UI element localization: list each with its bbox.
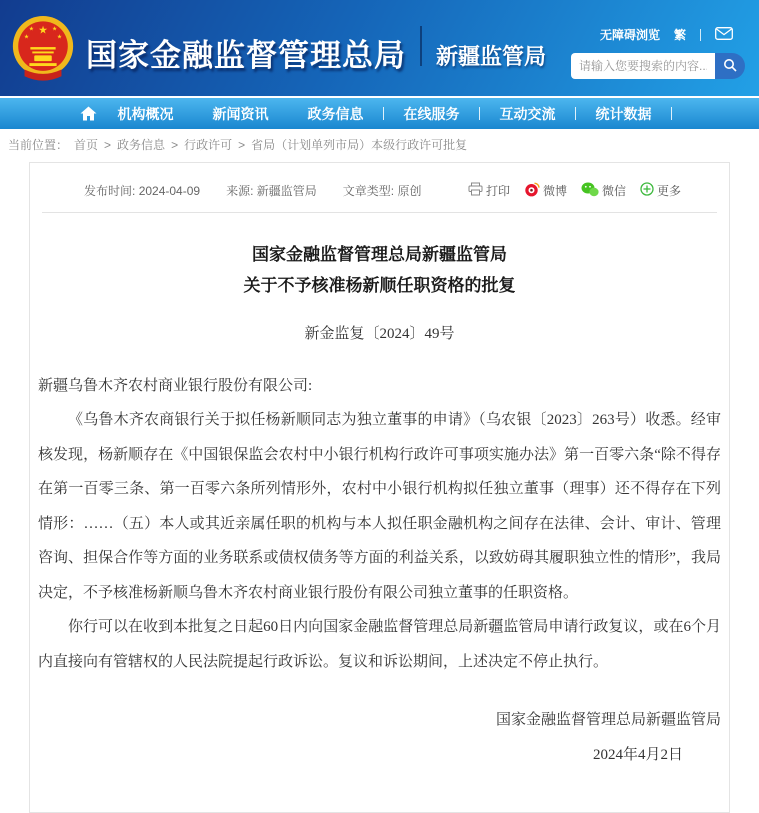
breadcrumb-gov-info[interactable]: 政务信息 xyxy=(117,138,166,152)
more-label: 更多 xyxy=(656,184,681,198)
plus-circle-icon xyxy=(640,182,654,199)
mail-icon[interactable] xyxy=(715,27,733,43)
article-paragraph: 新疆乌鲁木齐农村商业银行股份有限公司: xyxy=(38,377,313,394)
article-body xyxy=(38,369,721,680)
svg-text:★: ★ xyxy=(23,34,30,41)
utility-divider xyxy=(700,29,701,41)
article-meta xyxy=(84,182,421,199)
print-label: 打印 xyxy=(485,184,510,198)
article-meta-row xyxy=(84,181,681,200)
article-type xyxy=(343,182,422,199)
svg-text:★: ★ xyxy=(28,26,34,33)
breadcrumb-separator: > xyxy=(171,137,179,152)
breadcrumb-label: 当前位置： xyxy=(8,138,69,152)
article-title-line1: 国家金融监督管理总局新疆监管局 xyxy=(252,245,507,264)
search-button[interactable] xyxy=(715,53,745,79)
breadcrumb-separator: > xyxy=(104,137,112,152)
article xyxy=(38,239,721,772)
nav-item-org[interactable]: 机构概况 xyxy=(117,105,174,122)
national-emblem-icon xyxy=(10,15,76,85)
source-label: 来源: xyxy=(226,184,254,198)
wechat-share-button[interactable] xyxy=(581,182,626,200)
wechat-icon xyxy=(581,182,599,200)
site-header xyxy=(0,0,759,96)
article-title xyxy=(38,239,721,302)
accessibility-link[interactable]: 无障碍浏览 xyxy=(599,28,660,42)
breadcrumb xyxy=(0,129,759,159)
bureau-title: 新疆监管局 xyxy=(436,44,547,69)
article-paragraph: 《乌鲁木齐农商银行关于拟任杨新顺同志为独立董事的申请》（乌农银〔2023〕263号）收悉。经审核发现，杨新顺存在《中国银保监会农村中小银行机构行政许可事项实施办法》第一百零六条“除不得存在第一百零三条、第一百零六条所列情形外，农村中小银行机构拟任独立董事（理事）还不得存在下列情形：……（五）本人或其近亲属任职的机构与本人拟任职金融机构之间存在法律、会计、审计、管理咨询、担保合作等方面的业务联系或债权债务等方面的利益关系，以致妨碍其履职独立性的情形”，我局决定，不予核准杨新顺乌鲁木齐农村商业银行股份有限公司独立董事的任职资格。 xyxy=(38,412,721,601)
publish-time xyxy=(84,182,200,199)
agency-title: 国家金融监督管理总局 xyxy=(86,38,406,73)
traditional-chinese-link[interactable]: 繁 xyxy=(673,28,686,42)
publish-time-label: 发布时间: xyxy=(84,184,136,198)
nav-item-interaction[interactable]: 互动交流 xyxy=(499,105,556,122)
svg-text:★: ★ xyxy=(56,34,63,41)
search-icon xyxy=(723,58,737,75)
printer-icon xyxy=(468,182,483,199)
svg-text:★: ★ xyxy=(38,24,48,37)
publish-time-value: 2024-04-09 xyxy=(138,184,201,198)
article-paragraph: 你行可以在收到本批复之日起60日内向国家金融监督管理总局新疆监管局申请行政复议，或在6个月内直接向有管辖权的人民法院提起行政诉讼。复议和诉讼期间，上述决定不停止执行。 xyxy=(38,619,721,670)
nav-item-statistics[interactable]: 统计数据 xyxy=(595,105,652,122)
share-group xyxy=(468,181,681,200)
wechat-label: 微信 xyxy=(601,184,626,198)
more-share-button[interactable] xyxy=(640,182,681,199)
home-icon[interactable] xyxy=(78,106,98,121)
weibo-label: 微博 xyxy=(542,184,567,198)
signature-block xyxy=(38,703,721,772)
document-number: 新金监复〔2024〕49号 xyxy=(304,325,455,342)
print-button[interactable] xyxy=(468,182,510,199)
article-title-line2: 关于不予核准杨新顺任职资格的批复 xyxy=(243,276,516,296)
nav-item-gov-info[interactable]: 政务信息 xyxy=(307,105,364,122)
header-divider xyxy=(420,26,422,66)
svg-text:★: ★ xyxy=(52,26,58,33)
nav-item-online-services[interactable]: 在线服务 xyxy=(403,105,460,122)
article-card xyxy=(29,162,730,813)
nav-divider xyxy=(671,107,672,120)
nav-item-news[interactable]: 新闻资讯 xyxy=(212,105,269,122)
weibo-share-button[interactable] xyxy=(524,181,567,200)
search-input[interactable] xyxy=(571,53,715,79)
signature: 国家金融监督管理总局新疆监管局 xyxy=(495,712,721,729)
article-type-value: 原创 xyxy=(397,184,422,198)
header-utilities xyxy=(600,26,733,43)
breadcrumb-current: 省局（计划单列市局）本级行政许可批复 xyxy=(251,138,468,152)
weibo-icon xyxy=(524,181,540,200)
search-bar xyxy=(571,53,745,79)
content-divider xyxy=(42,212,717,213)
main-nav xyxy=(0,96,759,129)
breadcrumb-separator: > xyxy=(238,137,246,152)
signature-date: 2024年4月2日 xyxy=(592,746,683,763)
article-type-label: 文章类型: xyxy=(342,184,395,198)
breadcrumb-home[interactable]: 首页 xyxy=(74,138,99,152)
source-value: 新疆监管局 xyxy=(256,184,317,198)
source xyxy=(226,182,317,199)
breadcrumb-admin-license[interactable]: 行政许可 xyxy=(184,138,233,152)
